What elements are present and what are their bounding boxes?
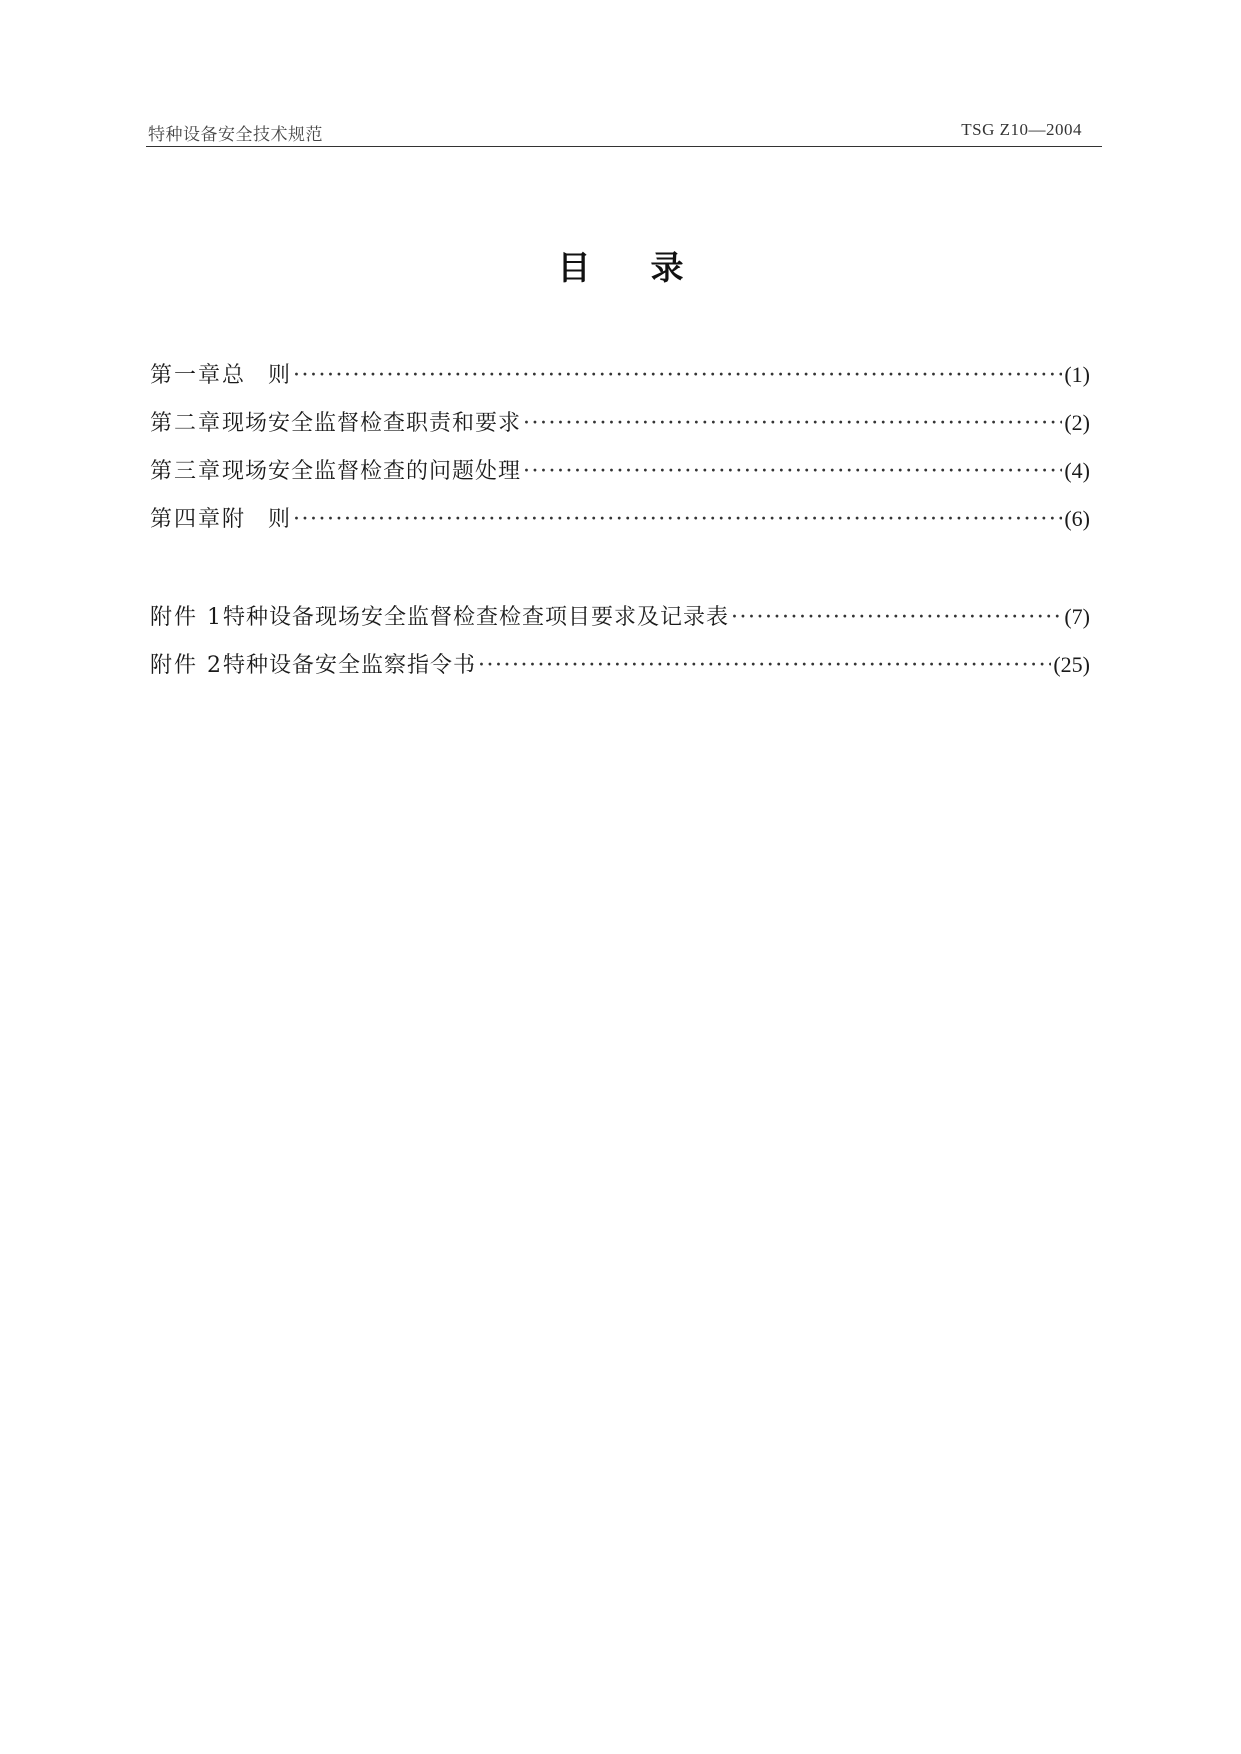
toc-entry-appendix-1[interactable] (150, 600, 1090, 648)
toc-entry-page: (4) (1064, 458, 1090, 483)
dot-leader (293, 363, 1062, 388)
dot-leader (523, 411, 1062, 436)
toc-entry-page: (1) (1064, 362, 1090, 387)
page-header (146, 118, 1102, 147)
dot-leader (731, 605, 1062, 630)
toc-entry-appendix-2[interactable] (150, 648, 1090, 696)
toc-entry-chapter-1[interactable] (150, 358, 1090, 406)
dot-leader (523, 459, 1062, 484)
dot-leader (293, 507, 1062, 532)
toc-appendix-list (150, 600, 1090, 696)
toc-entry-chapter-3[interactable] (150, 454, 1090, 502)
toc-entry-title: 现场安全监督检查的问题处理 (222, 459, 522, 484)
toc-entry-title: 特种设备安全监察指令书 (223, 653, 477, 678)
toc-entry-chapter-4[interactable] (150, 502, 1090, 550)
header-doc-code: TSG Z10—2004 (961, 120, 1082, 139)
toc-entry-number: 附件 1 (150, 605, 223, 630)
toc-entry-chapter-2[interactable] (150, 406, 1090, 454)
toc-entry-number: 第二章 (150, 411, 223, 436)
toc-entry-page: (7) (1064, 604, 1090, 629)
toc-entry-number: 第四章 (150, 507, 223, 532)
toc-entry-page: (6) (1064, 506, 1090, 531)
toc-title: 目录 (557, 248, 744, 287)
toc-chapter-list (150, 358, 1090, 550)
toc-entry-title: 现场安全监督检查职责和要求 (222, 411, 522, 436)
toc-entry-title: 特种设备现场安全监督检查检查项目要求及记录表 (223, 605, 730, 630)
toc-entry-title: 附 则 (222, 507, 292, 532)
toc-entry-page: (25) (1053, 652, 1090, 677)
toc-entry-number: 第一章 (150, 363, 223, 388)
toc-entry-number: 第三章 (150, 459, 223, 484)
toc-entry-number: 附件 2 (150, 653, 223, 678)
toc-entry-page: (2) (1064, 410, 1090, 435)
header-spec-title: 特种设备安全技术规范 (148, 125, 323, 145)
toc-entry-title: 总 则 (222, 363, 292, 388)
dot-leader (478, 653, 1051, 678)
